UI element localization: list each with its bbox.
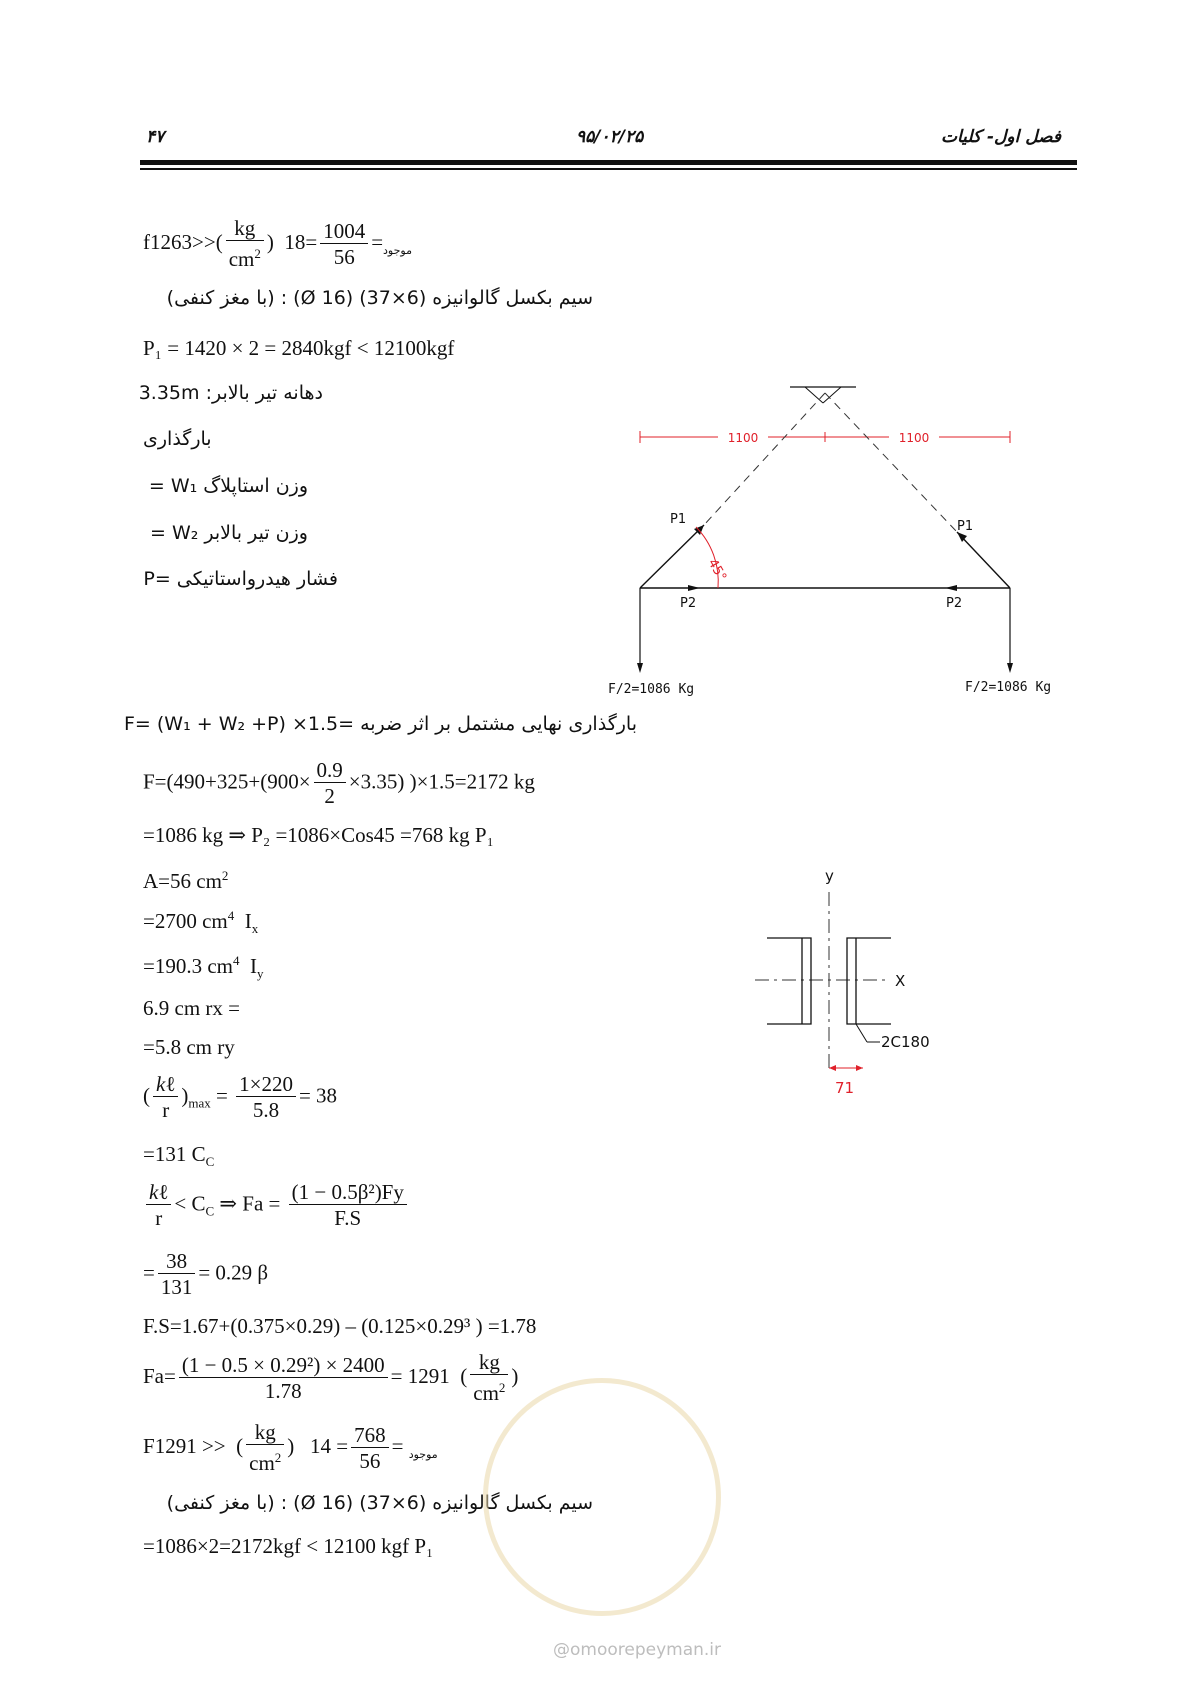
- dim-left: 1100: [727, 431, 759, 445]
- eq-f-total: بارگذاری نهایی مشتمل بر اثر ضربه =1.5× (W₁ + W₂ +P) =F: [123, 713, 637, 735]
- rope-spec-1: سیم بکسل گالوانیزه (6×37) (Ø 16) : (با مغز کنفی): [166, 287, 593, 309]
- eq-f-calc: F=(490+325+(900× $\frac{0.9}{2}$ ×3.35) )×1.5=2172 kg: [143, 758, 535, 808]
- watermark-seal-icon: [483, 1378, 721, 1616]
- eq-ry: =5.8 cm ry: [143, 1035, 235, 1059]
- eq-p2: =1086 kg ⇒ P₂ =1086×Cos45 =768 kg P₁: [143, 823, 494, 847]
- eq-f-exist-1: f $_{موجود}$= $\frac{1004}{56}$ =18 ( $\frac{kg}{cm^2}$ )<<1263: [143, 216, 412, 271]
- p-label: فشار هیدرواستاتیکی =P: [143, 568, 338, 590]
- p2-right-label: P2: [946, 596, 963, 611]
- eq-rx: 6.9 cm rx =: [143, 996, 240, 1020]
- loading-heading: بارگذاری: [143, 428, 212, 450]
- chapter-title: فصل اول- کلیات: [941, 127, 1061, 147]
- span-length: دهانه تیر بالابر: 3.35m: [138, 382, 323, 404]
- p1-right-label: P1: [957, 519, 974, 534]
- eq-f-exist-2: F $_{موجود}$ = $\frac{768}{56}$ = 14 ( $\frac{kg}{cm^2}$ ) << 1291: [143, 1420, 438, 1475]
- w1-label: وزن استاپلاگ W₁ =: [148, 475, 308, 497]
- w2-label: وزن تیر بالابر W₂ =: [150, 522, 308, 544]
- eq-p1-2: =1086×2=2172kgf < 12100 kgf P₁: [143, 1534, 434, 1558]
- gap-label: 71: [835, 1079, 855, 1097]
- lifting-beam-diagram: [600, 375, 1090, 705]
- header-date: ۹۵/۰۲/۲۵: [576, 127, 644, 147]
- watermark-text: @omoorepeyman.ir: [553, 1640, 722, 1660]
- x-axis-label: X: [895, 972, 906, 990]
- dim-right: 1100: [898, 431, 930, 445]
- p2-left-label: P2: [680, 596, 697, 611]
- eq-fa-formula: $\frac{\text{kℓ}}{r}$ < $C_C$ ⇒ Fa = $\frac{\text{(1 − 0.5β²)Fy}}{F.S}$: [143, 1180, 410, 1231]
- y-axis-label: y: [825, 867, 834, 885]
- eq-ix: =2700 $cm^4$ $I_x$: [143, 908, 259, 937]
- eq-p1-1: P₁ = 1420 × 2 = 2840kgf < 12100kgf: [143, 336, 455, 360]
- p1-left-label: P1: [670, 512, 687, 527]
- load-left-label: F/2=1086 Kg: [608, 682, 695, 697]
- eq-fa: Fa= $\frac{\text{(1 − 0.5 × 0.29²) × 2400}}{1.78}$ = 1291 ( $\frac{kg}{cm^2}$ ): [143, 1350, 519, 1405]
- angle-label: 45°: [704, 556, 730, 584]
- header-rule-thick: [140, 160, 1077, 165]
- load-right-label: F/2=1086 Kg: [965, 680, 1052, 695]
- section-diagram: [755, 862, 955, 1102]
- eq-cc: =131 $C_C$: [143, 1142, 215, 1170]
- eq-beta: = $\frac{38}{131}$ = 0.29 β: [143, 1249, 269, 1299]
- eq-iy: =190.3 $cm^4$ $I_y$: [143, 953, 264, 982]
- profile-label: 2C180: [881, 1033, 930, 1051]
- page-number: ۴۷: [146, 127, 165, 147]
- header-rule-thin: [140, 168, 1077, 170]
- eq-area: A=56 $cm^2$: [143, 868, 229, 893]
- rope-spec-2: سیم بکسل گالوانیزه (6×37) (Ø 16) : (با مغز کنفی): [166, 1492, 593, 1514]
- eq-kl-r-max: ( $\frac{\text{kℓ}}{r}$ )$_{max}$ = $\frac{1\times 220}{5.8}$ = 38: [143, 1072, 338, 1122]
- eq-fs: F.S=1.67+(0.375×0.29) – (0.125×0.29³ ) =1.78: [143, 1314, 537, 1338]
